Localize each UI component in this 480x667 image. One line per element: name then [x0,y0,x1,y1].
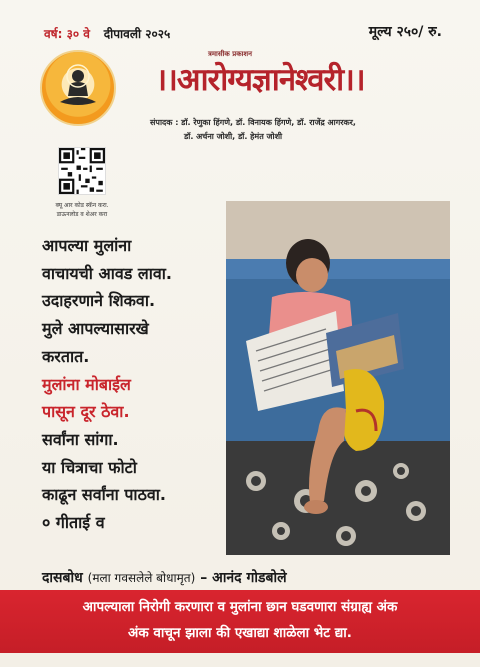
message-text-block [42,232,217,537]
quote-parenthetical: (मला गवसलेले बोधामृत) [87,571,196,585]
publisher-logo [40,50,116,126]
message-line: ० गीताई व [42,513,105,533]
banner-line-2: अंक वाचून झाला की एखाद्या शाळेला भेट द्या. [128,625,352,641]
masthead-title: ।।आरोग्यज्ञानेश्वरी।। [155,62,365,98]
qr-code-icon [59,148,105,194]
masthead-subtitle: त्रमासीक प्रकाशन [208,50,253,58]
qr-caption [34,201,130,219]
editors-line-2: डॉ. अर्चना जोशी, डॉ. हेमंत जोशी [184,132,283,141]
message-line: आपल्या मुलांना [42,236,132,255]
issue-year: वर्ष: ३० वे [44,27,90,41]
quote-author: – आनंद गोडबोले [200,570,287,586]
message-line: करतात. [42,346,90,366]
meditating-figure-icon [42,52,114,124]
editors-list [150,116,410,144]
price-label: मूल्य २५०/ रु. [368,24,442,40]
qr-caption-line-2: डाऊनलोड व शेअर करा [56,211,108,218]
article-quote [42,568,287,587]
message-line: काढून सर्वांना पाठवा. [42,485,166,505]
qr-code[interactable] [58,147,106,195]
message-line: मुलांना मोबाईल [42,374,131,394]
masthead [125,56,395,104]
bottom-banner [0,590,480,653]
message-line: उदाहरणाने शिकवा. [42,291,156,311]
qr-caption-line-1: क्यू आर कोड स्कॅन करा. [55,202,109,209]
issue-info [44,25,170,42]
editors-line-1: संपादक : डॉ. रेणुका हिंगणे, डॉ. विनायक हिंगणे, डॉ. राजेंद्र आगरकर, [150,118,356,127]
issue-name: दीपावली २०२५ [103,27,171,41]
message-line: मुले आपल्यासारखे [42,319,149,339]
message-line: पासून दूर ठेवा. [42,402,130,422]
message-line: सर्वांना सांगा. [42,429,119,449]
child-reading-illustration [226,201,450,555]
message-line: या चित्राचा फोटो [42,457,137,477]
message-line: वाचायची आवड लावा. [42,263,172,283]
banner-line-1: आपल्याला निरोगी करणारा व मुलांना छान घडवणारा संग्राह्य अंक [82,599,398,615]
cover-photo-child-reading [226,201,450,555]
quote-start: दासबोध [42,570,83,586]
